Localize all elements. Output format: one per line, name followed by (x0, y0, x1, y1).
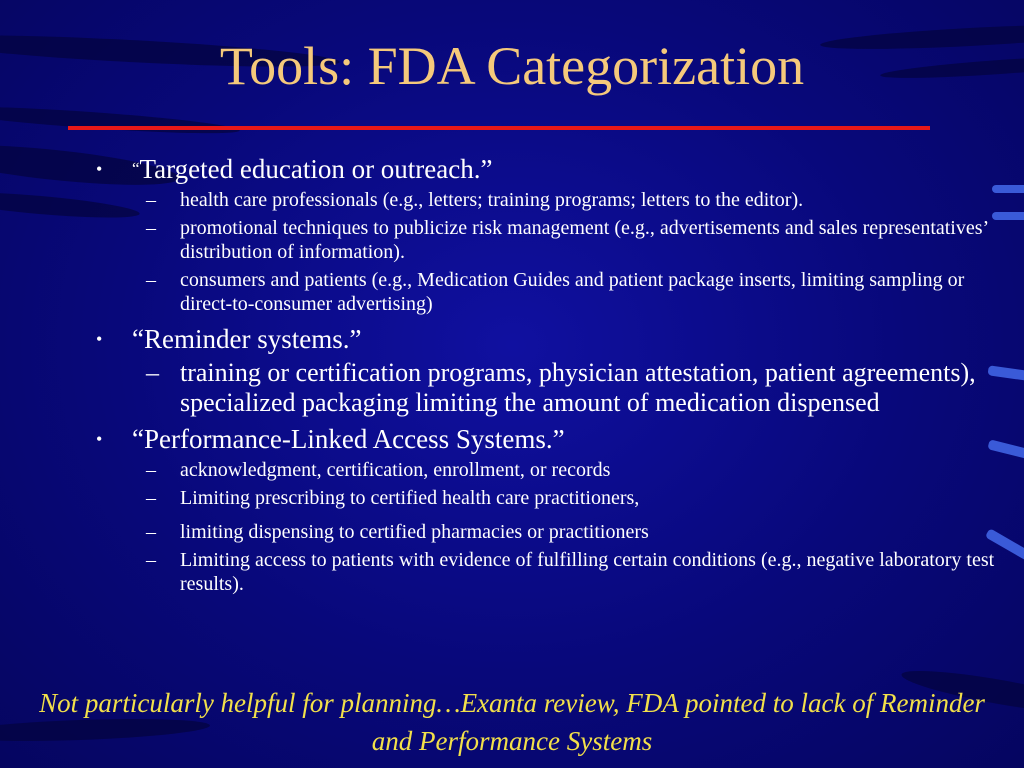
sub-item (96, 486, 996, 510)
footer-note: Not particularly helpful for planning…Exanta review, FDA pointed to lack of Reminder and Performance Systems (39, 688, 985, 756)
edge-accent (992, 185, 1024, 193)
sub-item (96, 216, 996, 264)
bullet-icon: • (96, 159, 103, 179)
sub-item (96, 458, 996, 482)
bullet-label: “Reminder systems.” (132, 324, 362, 354)
bullet-item-targeted-education (96, 154, 996, 184)
sub-item-text: Limiting access to patients with evidence of fulfilling certain conditions (e.g., negative laboratory test results). (180, 549, 995, 595)
title-underline (68, 126, 930, 130)
bullet-label: Targeted education or outreach.” (139, 154, 493, 184)
dash-icon: – (146, 269, 156, 291)
sub-item (96, 188, 996, 212)
dash-icon: – (146, 521, 156, 543)
sub-item (96, 268, 996, 316)
dash-icon: – (146, 549, 156, 571)
sub-item (96, 358, 996, 418)
dash-icon: – (146, 358, 159, 387)
sub-item-text: acknowledgment, certification, enrollment, or records (180, 459, 611, 481)
bullet-label: “Performance-Linked Access Systems.” (132, 424, 565, 454)
slide-title: Tools: FDA Categorization (219, 36, 805, 96)
sub-item-text: Limiting prescribing to certified health care practitioners, (180, 487, 640, 509)
bullet-item-performance-linked (96, 424, 996, 454)
bullet-list (96, 154, 996, 600)
sub-item-text: promotional techniques to publicize risk management (e.g., advertisements and sales representatives’ distribution of information). (180, 217, 988, 263)
sub-item (96, 548, 996, 596)
dash-icon: – (146, 459, 156, 481)
open-quote: “ (132, 159, 140, 178)
dash-icon: – (146, 487, 156, 509)
background-swoosh (0, 102, 240, 139)
edge-accent (992, 212, 1024, 220)
sub-item-text: consumers and patients (e.g., Medication Guides and patient package inserts, limiting sampling or direct-to-consumer advertising) (180, 269, 965, 315)
sub-item-text: training or certification programs, physician attestation, patient agreements), specialized packaging limiting the amount of medication dispensed (180, 358, 976, 417)
bullet-icon: • (96, 429, 103, 449)
sub-item-text: health care professionals (e.g., letters; training programs; letters to the editor). (180, 189, 804, 211)
sub-item-text: limiting dispensing to certified pharmacies or practitioners (180, 521, 649, 543)
bullet-item-reminder-systems (96, 324, 996, 354)
dash-icon: – (146, 217, 156, 239)
sub-item (96, 520, 996, 544)
dash-icon: – (146, 189, 156, 211)
bullet-icon: • (96, 329, 103, 349)
